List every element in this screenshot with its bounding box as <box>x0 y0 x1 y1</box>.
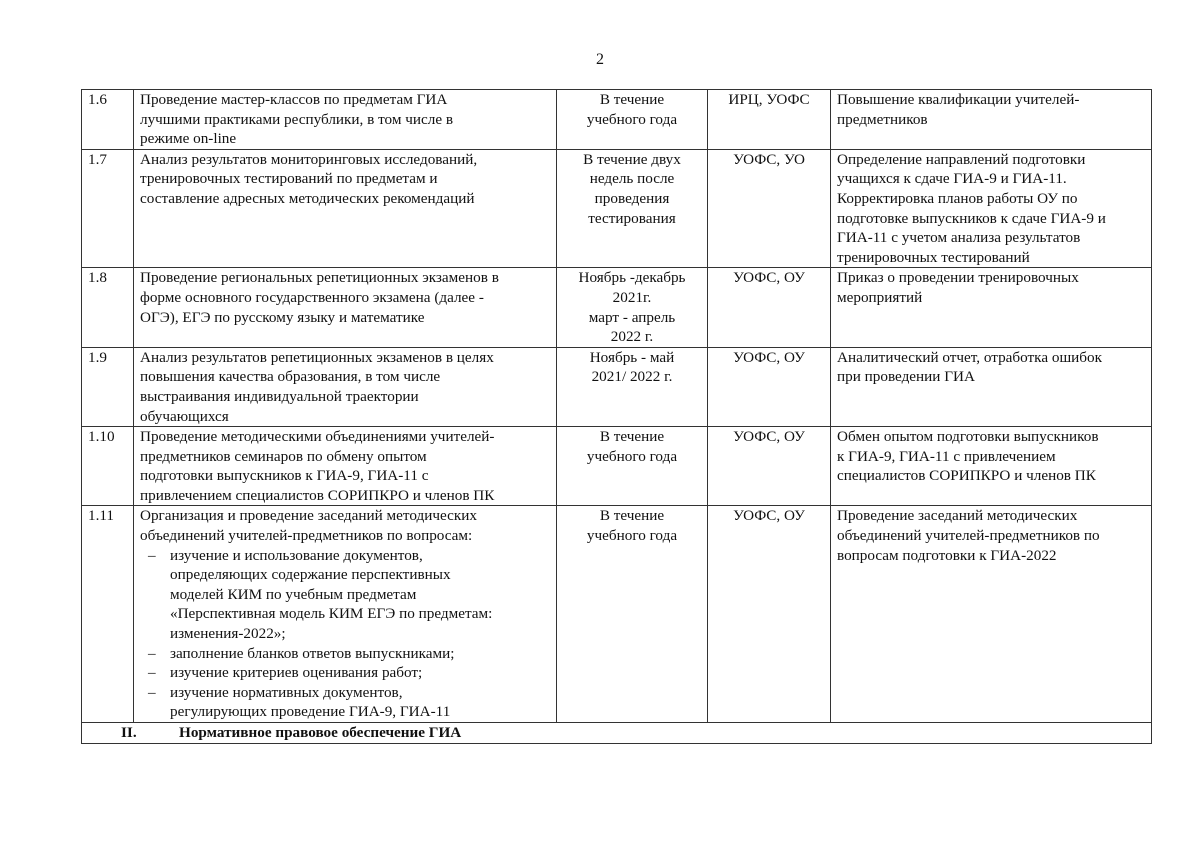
cell-line: – изучение критериев оценивания работ; <box>170 664 423 682</box>
cell-line: выстраивания индивидуальной траектории <box>140 387 419 405</box>
responsible-cell <box>708 427 831 506</box>
cell-line: Проведение методическими объединениями учителей- <box>140 428 495 446</box>
responsible-cell <box>708 268 831 347</box>
cell-line: повышения качества образования, в том числе <box>140 368 441 386</box>
cell-line: Анализ результатов мониторинговых исследований, <box>140 150 478 168</box>
cell-line: – изучение нормативных документов, <box>170 683 403 701</box>
cell-line: УОФС, ОУ <box>733 269 805 287</box>
table-row <box>82 90 1152 150</box>
cell-line: Проведение региональных репетиционных экзаменов в <box>140 269 499 287</box>
cell-line: Организация и проведение заседаний методических <box>140 507 477 525</box>
cell-line: Определение направлений подготовки <box>837 150 1086 168</box>
event-cell <box>134 90 557 150</box>
cell-line: 2021г. <box>612 288 652 306</box>
cell-line: вопросам подготовки к ГИА-2022 <box>837 546 1057 564</box>
term-cell <box>557 347 708 426</box>
row-number: 1.7 <box>82 149 134 268</box>
cell-line: определяющих содержание перспективных <box>170 566 451 584</box>
cell-line: Повышение квалификации учителей- <box>837 91 1080 108</box>
result-cell <box>831 506 1152 723</box>
cell-line: учащихся к сдаче ГИА-9 и ГИА-11. <box>837 170 1067 188</box>
cell-line: Приказ о проведении тренировочных <box>837 269 1079 287</box>
term-cell <box>557 506 708 723</box>
list-item <box>140 644 550 664</box>
result-cell <box>831 268 1152 347</box>
event-cell <box>134 506 557 723</box>
section-header-row <box>82 723 1152 744</box>
cell-line: В течение <box>599 91 665 108</box>
responsible-cell <box>708 149 831 268</box>
cell-line: лучшими практиками республики, в том числе в <box>140 110 454 128</box>
plan-table-body <box>82 90 1152 744</box>
term-cell <box>557 427 708 506</box>
result-cell <box>831 149 1152 268</box>
term-cell <box>557 90 708 150</box>
cell-line: изменения-2022»; <box>170 625 286 643</box>
cell-line: тренировочных тестирований по предметам и <box>140 170 438 188</box>
cell-line: – изучение и использование документов, <box>170 546 423 564</box>
cell-line: ИРЦ, УОФС <box>728 91 810 108</box>
result-cell <box>831 347 1152 426</box>
cell-line: регулирующих проведение ГИА-9, ГИА-11 <box>170 703 451 721</box>
cell-line: Анализ результатов репетиционных экзаменов в целях <box>140 348 494 366</box>
table-row <box>82 506 1152 723</box>
cell-line: 2022 г. <box>610 328 654 346</box>
cell-line: В течение двух <box>583 150 681 168</box>
cell-line: Ноябрь -декабрь <box>578 269 686 287</box>
cell-line: к ГИА-9, ГИА-11 с привлечением <box>837 447 1056 465</box>
cell-line: предметников семинаров по обмену опытом <box>140 447 427 465</box>
cell-line: Проведение мастер-классов по предметам ГИА <box>140 91 448 108</box>
cell-line: Ноябрь - май <box>589 348 675 366</box>
table-row <box>82 427 1152 506</box>
cell-line: тренировочных тестирований <box>837 248 1030 266</box>
row-number: 1.6 <box>82 90 134 150</box>
section-title: Нормативное правовое обеспечение ГИА <box>179 724 462 741</box>
cell-line: мероприятий <box>837 288 923 306</box>
cell-line: март - апрель <box>588 308 676 326</box>
cell-line: УОФС, УО <box>733 150 805 168</box>
cell-line: тестирования <box>588 209 676 227</box>
event-cell <box>134 347 557 426</box>
row-number: 1.11 <box>82 506 134 723</box>
row-number: 1.9 <box>82 347 134 426</box>
cell-line: при проведении ГИА <box>837 368 975 386</box>
cell-line: составление адресных методических рекомендаций <box>140 189 475 207</box>
cell-line: моделей КИМ по учебным предметам <box>170 585 417 603</box>
plan-table <box>81 89 1152 744</box>
term-cell <box>557 268 708 347</box>
table-row <box>82 268 1152 347</box>
result-cell <box>831 427 1152 506</box>
term-cell <box>557 149 708 268</box>
cell-line: учебного года <box>586 110 678 128</box>
cell-line: недель после <box>589 170 675 188</box>
event-cell <box>134 427 557 506</box>
cell-line: учебного года <box>586 527 678 545</box>
cell-line: форме основного государственного экзамена (далее - <box>140 288 484 306</box>
cell-line: привлечением специалистов СОРИПКРО и членов ПК <box>140 486 495 504</box>
cell-line: «Перспективная модель КИМ ЕГЭ по предметам: <box>170 605 493 623</box>
cell-line: УОФС, ОУ <box>733 348 805 366</box>
result-cell <box>831 90 1152 150</box>
cell-line: подготовке выпускников к сдаче ГИА-9 и <box>837 209 1106 227</box>
row-number: 1.8 <box>82 268 134 347</box>
event-cell <box>134 268 557 347</box>
table-row <box>82 149 1152 268</box>
responsible-cell <box>708 90 831 150</box>
cell-line: 2021/ 2022 г. <box>591 368 673 386</box>
table-row <box>82 347 1152 426</box>
cell-line: УОФС, ОУ <box>733 428 805 446</box>
cell-line: предметников <box>837 110 928 128</box>
cell-line: учебного года <box>586 447 678 465</box>
responsible-cell <box>708 347 831 426</box>
cell-line: Обмен опытом подготовки выпускников <box>837 428 1099 446</box>
cell-line: В течение <box>599 428 665 446</box>
cell-line: ГИА-11 с учетом анализа результатов <box>837 229 1081 247</box>
responsible-cell <box>708 506 831 723</box>
list-item <box>140 546 550 644</box>
section-header-cell <box>82 723 1152 744</box>
cell-line: – заполнение бланков ответов выпускниками; <box>170 644 455 662</box>
cell-line: объединений учителей-предметников по вопросам: <box>140 527 473 545</box>
section-number: II. <box>121 724 137 741</box>
cell-line: Корректировка планов работы ОУ по <box>837 189 1078 207</box>
cell-line: В течение <box>599 507 665 525</box>
cell-line: объединений учителей-предметников по <box>837 527 1100 545</box>
page-number: 2 <box>596 51 604 68</box>
list-item <box>140 663 550 683</box>
event-cell <box>134 149 557 268</box>
cell-line: ОГЭ), ЕГЭ по русскому языку и математике <box>140 308 425 326</box>
cell-line: подготовки выпускников к ГИА-9, ГИА-11 с <box>140 467 429 485</box>
cell-line: специалистов СОРИПКРО и членов ПК <box>837 467 1096 485</box>
cell-line: режиме on-line <box>140 130 237 148</box>
cell-line: проведения <box>594 189 670 207</box>
row-number: 1.10 <box>82 427 134 506</box>
cell-line: обучающихся <box>140 407 229 425</box>
event-bullet-list <box>140 546 550 722</box>
list-item <box>140 683 550 722</box>
cell-line: Проведение заседаний методических <box>837 507 1078 525</box>
cell-line: УОФС, ОУ <box>733 507 805 525</box>
cell-line: Аналитический отчет, отработка ошибок <box>837 348 1102 366</box>
